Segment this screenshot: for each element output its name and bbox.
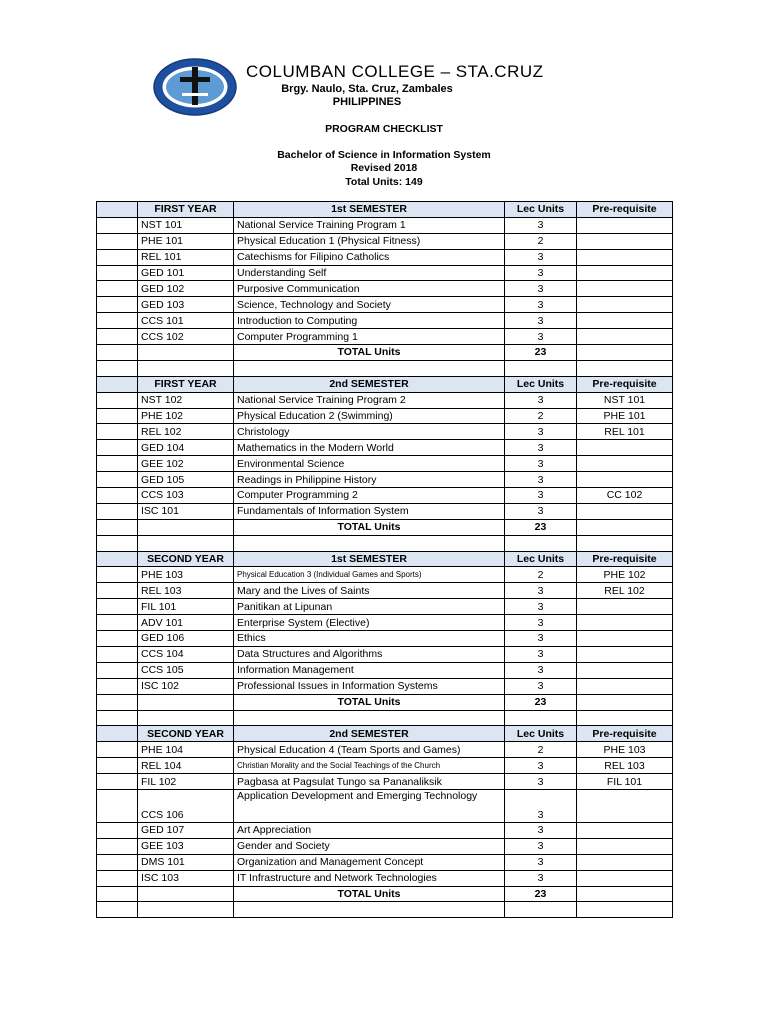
course-code: REL 102 xyxy=(138,424,234,440)
course-units: 3 xyxy=(505,774,577,790)
course-prerequisite xyxy=(577,870,673,886)
course-code: REL 101 xyxy=(138,249,234,265)
course-code: ISC 102 xyxy=(138,678,234,694)
empty-cell xyxy=(138,694,234,710)
empty-cell xyxy=(97,567,138,583)
course-title: Environmental Science xyxy=(234,456,505,472)
course-units: 2 xyxy=(505,408,577,424)
course-prerequisite xyxy=(577,662,673,678)
empty-cell xyxy=(97,281,138,297)
course-prerequisite xyxy=(577,440,673,456)
course-units: 3 xyxy=(505,583,577,599)
course-prerequisite: REL 103 xyxy=(577,758,673,774)
course-units: 3 xyxy=(505,789,577,822)
course-units: 3 xyxy=(505,440,577,456)
college-name: COLUMBAN COLLEGE – STA.CRUZ xyxy=(246,62,544,81)
course-title: Enterprise System (Elective) xyxy=(234,615,505,631)
course-prerequisite: PHE 101 xyxy=(577,408,673,424)
course-prerequisite xyxy=(577,838,673,854)
course-prerequisite: PHE 102 xyxy=(577,567,673,583)
empty-cell xyxy=(97,886,138,902)
course-units: 3 xyxy=(505,488,577,504)
course-title: Physical Education 1 (Physical Fitness) xyxy=(234,233,505,249)
empty-cell xyxy=(97,726,138,742)
empty-cell xyxy=(577,886,673,902)
course-title: Christology xyxy=(234,424,505,440)
course-units: 3 xyxy=(505,631,577,647)
course-row xyxy=(97,424,673,440)
course-row xyxy=(97,249,673,265)
semester-label: 2nd SEMESTER xyxy=(234,376,505,392)
course-title: Readings in Philippine History xyxy=(234,472,505,488)
course-title: Data Structures and Algorithms xyxy=(234,646,505,662)
course-code: GED 102 xyxy=(138,281,234,297)
course-title: Purposive Communication xyxy=(234,281,505,297)
empty-cell xyxy=(138,886,234,902)
course-units: 3 xyxy=(505,281,577,297)
course-prerequisite xyxy=(577,297,673,313)
program-total-units: Total Units: 149 xyxy=(345,176,423,188)
course-prerequisite xyxy=(577,822,673,838)
course-prerequisite xyxy=(577,678,673,694)
empty-cell xyxy=(97,233,138,249)
course-row xyxy=(97,789,673,822)
lec-units-header: Lec Units xyxy=(505,551,577,567)
lec-units-header: Lec Units xyxy=(505,376,577,392)
empty-cell xyxy=(97,345,138,361)
course-row xyxy=(97,599,673,615)
course-units: 3 xyxy=(505,217,577,233)
course-prerequisite: NST 101 xyxy=(577,392,673,408)
empty-cell xyxy=(577,694,673,710)
course-row xyxy=(97,742,673,758)
course-prerequisite xyxy=(577,789,673,822)
empty-cell xyxy=(97,631,138,647)
course-row xyxy=(97,297,673,313)
empty-cell xyxy=(97,456,138,472)
course-code: PHE 104 xyxy=(138,742,234,758)
total-units-value: 23 xyxy=(505,886,577,902)
empty-cell xyxy=(97,854,138,870)
empty-cell xyxy=(577,519,673,535)
course-code: REL 103 xyxy=(138,583,234,599)
course-row xyxy=(97,631,673,647)
total-units-row xyxy=(97,886,673,902)
course-units: 3 xyxy=(505,297,577,313)
spacer-row xyxy=(97,360,673,376)
empty-cell xyxy=(234,902,505,918)
course-prerequisite: FIL 101 xyxy=(577,774,673,790)
empty-cell xyxy=(138,360,234,376)
course-row xyxy=(97,567,673,583)
empty-cell xyxy=(97,870,138,886)
course-units: 2 xyxy=(505,742,577,758)
course-units: 3 xyxy=(505,822,577,838)
course-prerequisite xyxy=(577,503,673,519)
total-units-label: TOTAL Units xyxy=(234,694,505,710)
empty-cell xyxy=(97,265,138,281)
course-prerequisite xyxy=(577,329,673,345)
empty-cell xyxy=(97,488,138,504)
document-title: PROGRAM CHECKLIST xyxy=(325,123,443,135)
course-title: Ethics xyxy=(234,631,505,647)
course-title: Physical Education 3 (Individual Games and Sports) xyxy=(234,567,505,583)
course-row xyxy=(97,392,673,408)
course-title: IT Infrastructure and Network Technologies xyxy=(234,870,505,886)
course-units: 3 xyxy=(505,599,577,615)
course-code: PHE 102 xyxy=(138,408,234,424)
empty-cell xyxy=(97,392,138,408)
course-units: 3 xyxy=(505,758,577,774)
spacer-row xyxy=(97,535,673,551)
empty-cell xyxy=(138,902,234,918)
empty-cell xyxy=(577,360,673,376)
course-title: Catechisms for Filipino Catholics xyxy=(234,249,505,265)
empty-cell xyxy=(97,297,138,313)
course-units: 2 xyxy=(505,567,577,583)
empty-cell xyxy=(97,646,138,662)
total-units-label: TOTAL Units xyxy=(234,345,505,361)
course-row xyxy=(97,615,673,631)
course-title: Understanding Self xyxy=(234,265,505,281)
course-title: Mathematics in the Modern World xyxy=(234,440,505,456)
course-row xyxy=(97,758,673,774)
course-row xyxy=(97,838,673,854)
course-row xyxy=(97,503,673,519)
course-prerequisite xyxy=(577,472,673,488)
empty-cell xyxy=(97,440,138,456)
total-units-label: TOTAL Units xyxy=(234,519,505,535)
course-row xyxy=(97,217,673,233)
course-title: Mary and the Lives of Saints xyxy=(234,583,505,599)
empty-cell xyxy=(577,710,673,726)
empty-cell xyxy=(138,345,234,361)
empty-cell xyxy=(138,519,234,535)
course-title: Pagbasa at Pagsulat Tungo sa Pananaliksik xyxy=(234,774,505,790)
course-units: 3 xyxy=(505,313,577,329)
course-code: GED 103 xyxy=(138,297,234,313)
course-row xyxy=(97,646,673,662)
course-prerequisite xyxy=(577,631,673,647)
course-units: 3 xyxy=(505,854,577,870)
course-units: 3 xyxy=(505,265,577,281)
course-row xyxy=(97,854,673,870)
course-prerequisite: REL 102 xyxy=(577,583,673,599)
empty-cell xyxy=(97,615,138,631)
course-title: Science, Technology and Society xyxy=(234,297,505,313)
course-title: National Service Training Program 2 xyxy=(234,392,505,408)
course-code: CCS 105 xyxy=(138,662,234,678)
course-row xyxy=(97,281,673,297)
empty-cell xyxy=(97,202,138,218)
course-prerequisite xyxy=(577,249,673,265)
course-code: REL 104 xyxy=(138,758,234,774)
lec-units-header: Lec Units xyxy=(505,202,577,218)
course-prerequisite xyxy=(577,233,673,249)
course-code: ADV 101 xyxy=(138,615,234,631)
empty-cell xyxy=(97,902,138,918)
course-title: Information Management xyxy=(234,662,505,678)
empty-cell xyxy=(577,345,673,361)
empty-cell xyxy=(138,710,234,726)
empty-cell xyxy=(97,217,138,233)
empty-cell xyxy=(505,902,577,918)
empty-cell xyxy=(234,710,505,726)
course-prerequisite: PHE 103 xyxy=(577,742,673,758)
course-row xyxy=(97,265,673,281)
semester-label: 2nd SEMESTER xyxy=(234,726,505,742)
prerequisite-header: Pre-requisite xyxy=(577,376,673,392)
course-units: 3 xyxy=(505,392,577,408)
year-label: FIRST YEAR xyxy=(138,376,234,392)
course-title: Professional Issues in Information Systems xyxy=(234,678,505,694)
lec-units-header: Lec Units xyxy=(505,726,577,742)
empty-cell xyxy=(97,360,138,376)
empty-cell xyxy=(97,472,138,488)
course-units: 2 xyxy=(505,233,577,249)
empty-cell xyxy=(138,535,234,551)
prerequisite-header: Pre-requisite xyxy=(577,551,673,567)
course-title: Fundamentals of Information System xyxy=(234,503,505,519)
total-units-value: 23 xyxy=(505,694,577,710)
course-title: Introduction to Computing xyxy=(234,313,505,329)
spacer-row xyxy=(97,902,673,918)
course-prerequisite xyxy=(577,313,673,329)
course-prerequisite xyxy=(577,265,673,281)
course-units: 3 xyxy=(505,472,577,488)
spacer-row xyxy=(97,710,673,726)
empty-cell xyxy=(97,789,138,822)
empty-cell xyxy=(505,710,577,726)
course-prerequisite xyxy=(577,281,673,297)
empty-cell xyxy=(97,678,138,694)
course-units: 3 xyxy=(505,646,577,662)
empty-cell xyxy=(97,822,138,838)
total-units-value: 23 xyxy=(505,345,577,361)
course-units: 3 xyxy=(505,424,577,440)
empty-cell xyxy=(97,599,138,615)
course-code: ISC 103 xyxy=(138,870,234,886)
empty-cell xyxy=(505,360,577,376)
program-name: Bachelor of Science in Information System xyxy=(277,149,491,161)
empty-cell xyxy=(97,503,138,519)
course-prerequisite xyxy=(577,646,673,662)
course-code: PHE 103 xyxy=(138,567,234,583)
semester-header-row xyxy=(97,551,673,567)
course-row xyxy=(97,870,673,886)
course-row xyxy=(97,233,673,249)
course-code: GED 105 xyxy=(138,472,234,488)
course-units: 3 xyxy=(505,503,577,519)
course-title: Panitikan at Lipunan xyxy=(234,599,505,615)
total-units-row xyxy=(97,694,673,710)
course-code: ISC 101 xyxy=(138,503,234,519)
course-units: 3 xyxy=(505,329,577,345)
course-title: Gender and Society xyxy=(234,838,505,854)
revision-label: Revised 2018 xyxy=(350,162,418,174)
course-title: Computer Programming 1 xyxy=(234,329,505,345)
course-units: 3 xyxy=(505,838,577,854)
course-row xyxy=(97,313,673,329)
empty-cell xyxy=(97,249,138,265)
course-title: Physical Education 4 (Team Sports and Games) xyxy=(234,742,505,758)
course-prerequisite xyxy=(577,615,673,631)
empty-cell xyxy=(97,774,138,790)
empty-cell xyxy=(97,408,138,424)
course-code: CCS 103 xyxy=(138,488,234,504)
course-prerequisite xyxy=(577,217,673,233)
course-units: 3 xyxy=(505,615,577,631)
empty-cell xyxy=(97,329,138,345)
course-prerequisite: CC 102 xyxy=(577,488,673,504)
empty-cell xyxy=(97,551,138,567)
empty-cell xyxy=(97,519,138,535)
empty-cell xyxy=(97,376,138,392)
checklist-table xyxy=(96,201,673,918)
college-address: Brgy. Naulo, Sta. Cruz, Zambales xyxy=(281,83,453,95)
course-code: GED 106 xyxy=(138,631,234,647)
empty-cell xyxy=(97,710,138,726)
course-row xyxy=(97,329,673,345)
prerequisite-header: Pre-requisite xyxy=(577,202,673,218)
empty-cell xyxy=(97,694,138,710)
empty-cell xyxy=(97,313,138,329)
course-row xyxy=(97,774,673,790)
prerequisite-header: Pre-requisite xyxy=(577,726,673,742)
course-row xyxy=(97,472,673,488)
course-title: Art Appreciation xyxy=(234,822,505,838)
course-title: Christian Morality and the Social Teachings of the Church xyxy=(234,758,505,774)
year-label: FIRST YEAR xyxy=(138,202,234,218)
course-code: CCS 101 xyxy=(138,313,234,329)
course-row xyxy=(97,822,673,838)
course-code: FIL 102 xyxy=(138,774,234,790)
total-units-label: TOTAL Units xyxy=(234,886,505,902)
total-units-row xyxy=(97,519,673,535)
empty-cell xyxy=(577,902,673,918)
total-units-value: 23 xyxy=(505,519,577,535)
course-title: Computer Programming 2 xyxy=(234,488,505,504)
course-code: PHE 101 xyxy=(138,233,234,249)
empty-cell xyxy=(97,758,138,774)
empty-cell xyxy=(97,742,138,758)
course-row xyxy=(97,662,673,678)
empty-cell xyxy=(97,424,138,440)
empty-cell xyxy=(97,662,138,678)
course-code: GED 104 xyxy=(138,440,234,456)
empty-cell xyxy=(505,535,577,551)
course-units: 3 xyxy=(505,870,577,886)
course-code: GEE 103 xyxy=(138,838,234,854)
course-prerequisite xyxy=(577,599,673,615)
semester-header-row xyxy=(97,202,673,218)
total-units-row xyxy=(97,345,673,361)
course-units: 3 xyxy=(505,456,577,472)
course-row xyxy=(97,408,673,424)
course-code: GEE 102 xyxy=(138,456,234,472)
course-code: CCS 102 xyxy=(138,329,234,345)
course-prerequisite xyxy=(577,456,673,472)
course-row xyxy=(97,456,673,472)
course-title: Physical Education 2 (Swimming) xyxy=(234,408,505,424)
course-code: FIL 101 xyxy=(138,599,234,615)
empty-cell xyxy=(97,838,138,854)
course-code: NST 102 xyxy=(138,392,234,408)
year-label: SECOND YEAR xyxy=(138,551,234,567)
course-code: CCS 106 xyxy=(138,789,234,822)
course-row xyxy=(97,583,673,599)
course-prerequisite: REL 101 xyxy=(577,424,673,440)
course-units: 3 xyxy=(505,662,577,678)
empty-cell xyxy=(97,535,138,551)
course-units: 3 xyxy=(505,678,577,694)
course-code: NST 101 xyxy=(138,217,234,233)
course-title: Application Development and Emerging Technology xyxy=(234,789,505,822)
year-label: SECOND YEAR xyxy=(138,726,234,742)
course-prerequisite xyxy=(577,854,673,870)
college-country: PHILIPPINES xyxy=(332,96,402,108)
course-row xyxy=(97,678,673,694)
empty-cell xyxy=(234,360,505,376)
course-code: GED 107 xyxy=(138,822,234,838)
course-row xyxy=(97,440,673,456)
course-title: Organization and Management Concept xyxy=(234,854,505,870)
semester-label: 1st SEMESTER xyxy=(234,551,505,567)
empty-cell xyxy=(97,583,138,599)
course-units: 3 xyxy=(505,249,577,265)
empty-cell xyxy=(577,535,673,551)
empty-cell xyxy=(234,535,505,551)
course-code: GED 101 xyxy=(138,265,234,281)
semester-header-row xyxy=(97,376,673,392)
course-row xyxy=(97,488,673,504)
semester-header-row xyxy=(97,726,673,742)
course-title: National Service Training Program 1 xyxy=(234,217,505,233)
course-code: DMS 101 xyxy=(138,854,234,870)
course-code: CCS 104 xyxy=(138,646,234,662)
semester-label: 1st SEMESTER xyxy=(234,202,505,218)
